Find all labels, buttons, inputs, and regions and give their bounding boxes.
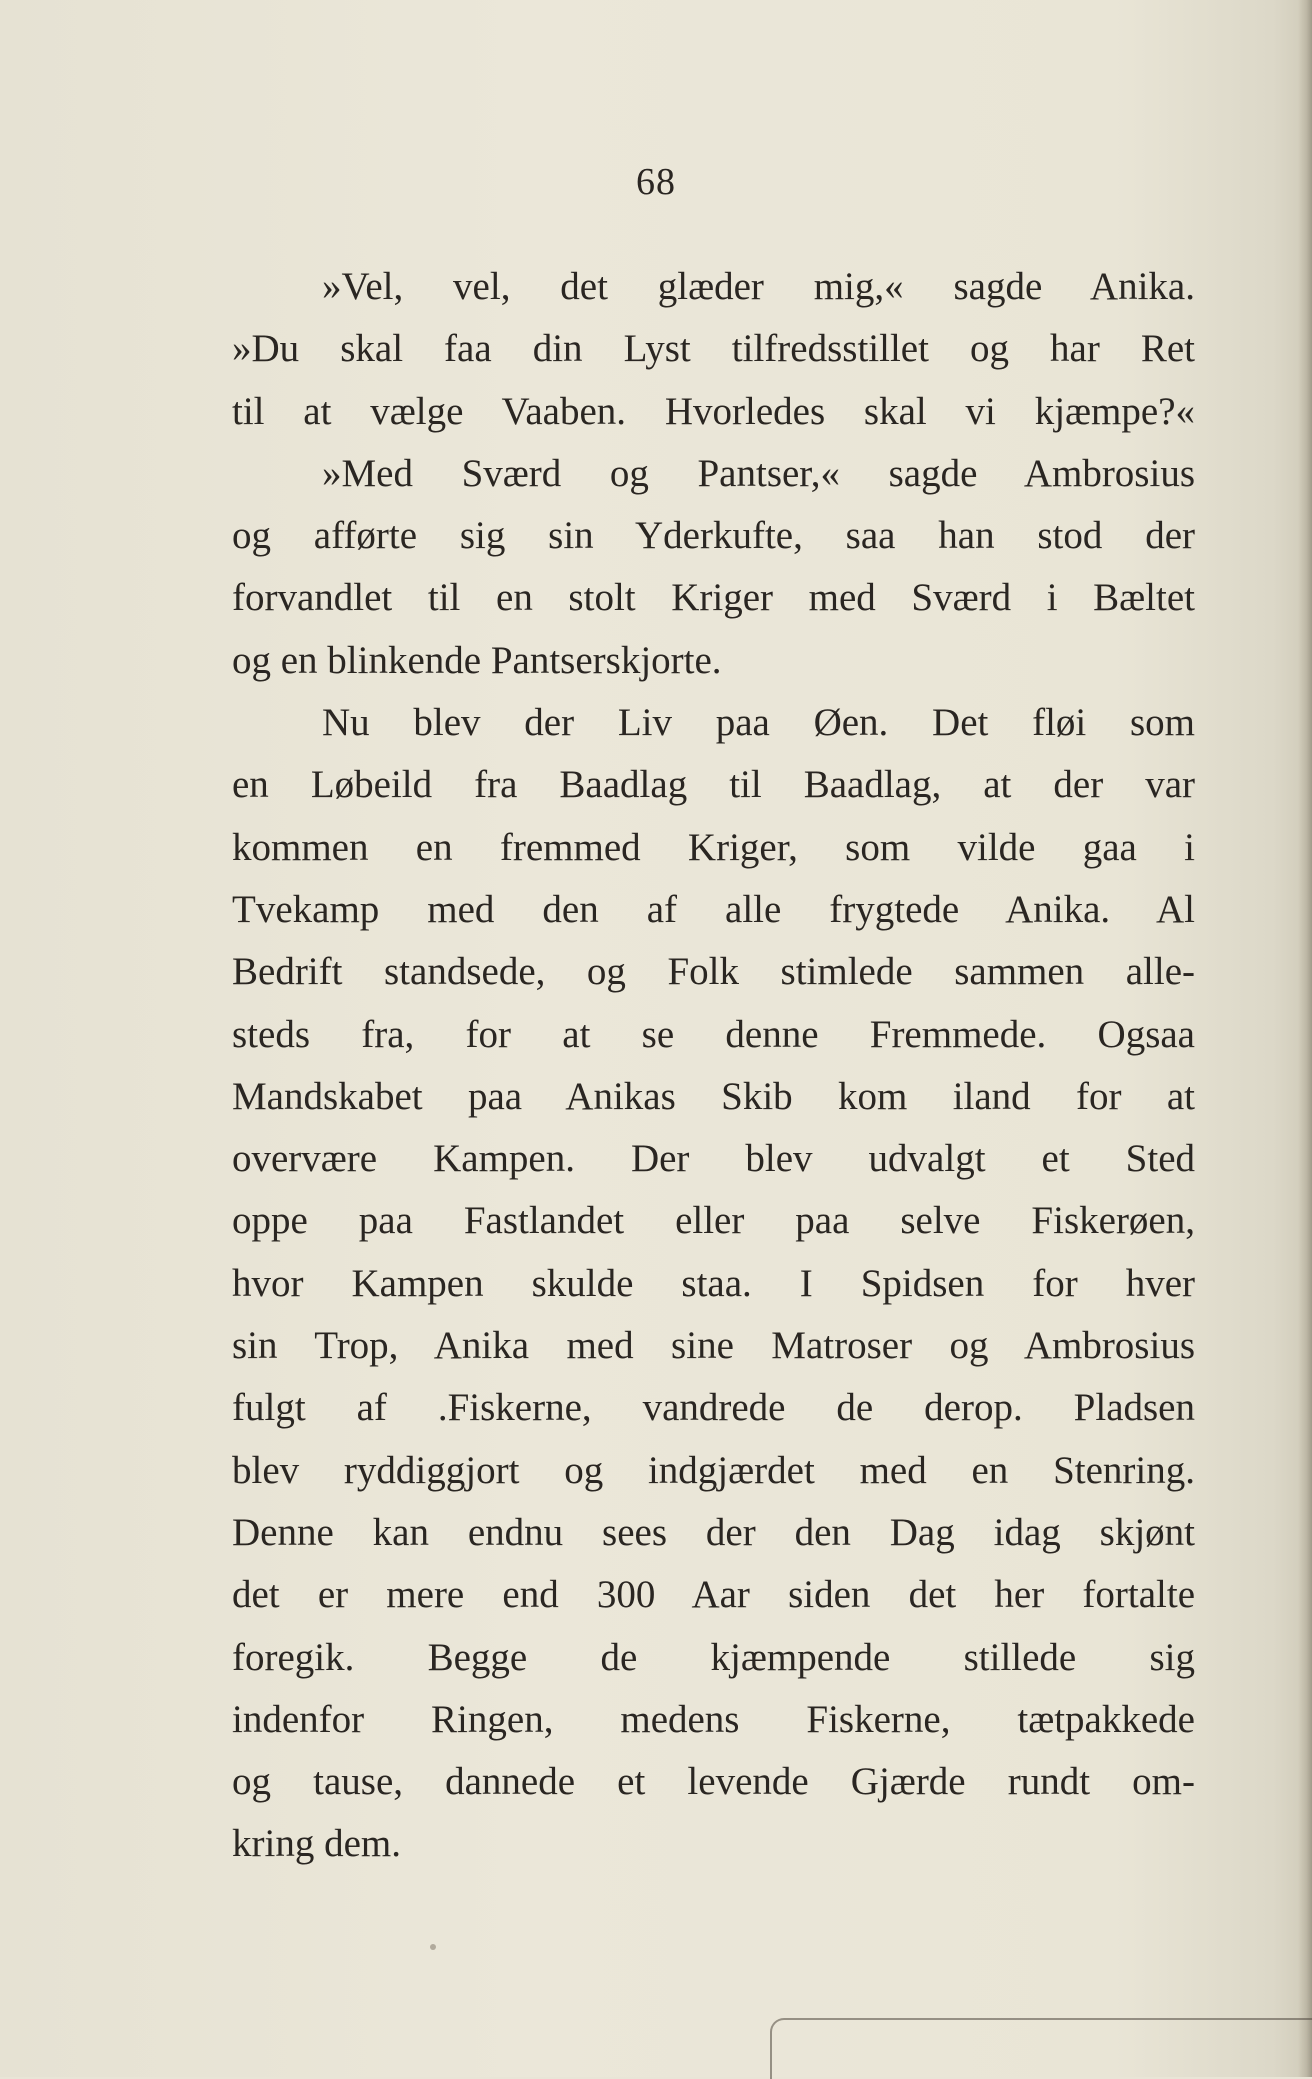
text-line: det er mere end 300 Aar siden det her fortalte — [232, 1573, 1195, 1617]
text-line: forvandlet til en stolt Kriger med Sværd i Bæltet — [232, 576, 1195, 620]
paper-corner-fold — [770, 2018, 1312, 2079]
text-line: og en blinkende Pantserskjorte. — [232, 638, 722, 682]
text-line: Bedrift standsede, og Folk stimlede sammen alle- — [232, 950, 1195, 994]
text-line: blev ryddiggjort og indgjærdet med en Stenring. — [232, 1448, 1195, 1492]
page-number: 68 — [636, 161, 676, 203]
page-edge-shadow — [1298, 0, 1312, 2077]
text-line: hvor Kampen skulde staa. I Spidsen for hver — [232, 1261, 1195, 1305]
body-text — [232, 256, 1195, 1876]
text-line: kommen en fremmed Kriger, som vilde gaa i — [232, 825, 1195, 869]
text-line: en Løbeild fra Baadlag til Baadlag, at der var — [232, 763, 1195, 807]
text-line: steds fra, for at se denne Fremmede. Ogsaa — [232, 1012, 1195, 1056]
text-line: kring dem. — [232, 1822, 401, 1866]
text-line: »Du skal faa din Lyst tilfredsstillet og har Ret — [232, 327, 1195, 371]
text-line: Mandskabet paa Anikas Skib kom iland for at — [232, 1074, 1195, 1118]
text-line: sin Trop, Anika med sine Matroser og Ambrosius — [232, 1324, 1195, 1368]
text-line: og afførte sig sin Yderkufte, saa han stod der — [232, 514, 1195, 558]
text-line: indenfor Ringen, medens Fiskerne, tætpakkede — [232, 1697, 1195, 1741]
text-line: til at vælge Vaaben. Hvorledes skal vi kjæmpe?« — [232, 389, 1195, 433]
text-line: fulgt af .Fiskerne, vandrede de derop. Pladsen — [232, 1386, 1195, 1430]
text-line: »Vel, vel, det glæder mig,« sagde Anika. — [322, 265, 1195, 308]
ink-speck — [430, 1944, 436, 1950]
text-line: overvære Kampen. Der blev udvalgt et Sted — [232, 1137, 1195, 1181]
text-line: oppe paa Fastlandet eller paa selve Fiskerøen, — [232, 1199, 1195, 1243]
text-line: foregik. Begge de kjæmpende stillede sig — [232, 1635, 1195, 1679]
text-line: Nu blev der Liv paa Øen. Det fløi som — [322, 701, 1195, 745]
text-line: »Med Sværd og Pantser,« sagde Ambrosius — [322, 451, 1195, 495]
text-line: Denne kan endnu sees der den Dag idag skjønt — [232, 1510, 1195, 1554]
text-line: Tvekamp med den af alle frygtede Anika. Al — [232, 887, 1195, 931]
text-line: og tause, dannede et levende Gjærde rundt om- — [232, 1760, 1195, 1804]
